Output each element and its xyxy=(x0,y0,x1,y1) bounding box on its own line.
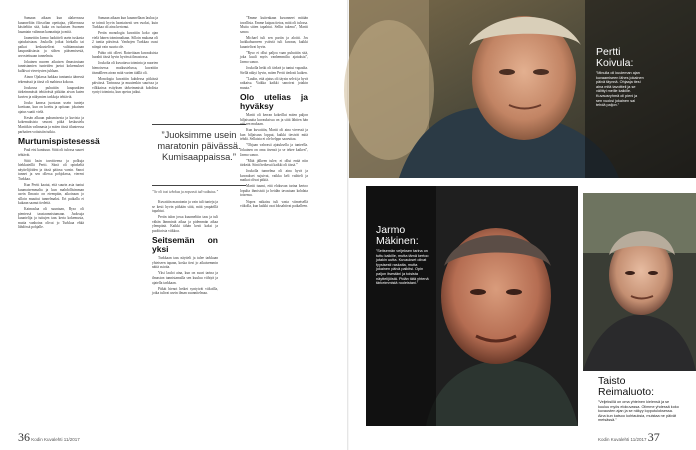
paragraph: Kaimaslaa oli suuntaan, Ryso oli pientessä taustaonnistumaan. Juoksuja kuuntelija ja tuttujen taas kerta kokemusta, mutta vanhoina olivat jo Turkkaa ehkä lähdössä pohjalle. xyxy=(18,207,84,230)
paragraph: Kun kuvattiin, Martti oli aina vieressä ja kun hiljaisuus loppui, kaikki tiesivät mitä tehdä. Sellaista ei ole helppo saavuttaa. xyxy=(240,128,308,142)
paragraph: Monologia kuvattiin kahdessa pitkässä päivässä. Tarinassa ja muutenkin suurissa ja vilkkaissa esityksen tärkeimmistä kohdista syntyi toiminta, kun opetus jatkui. xyxy=(92,76,158,95)
paragraph: Yksi lauloi aina, kun on suuri tarina ja ilmaston tunnistamalla sen kuuluu viihtyä ja ajatella tarkkaan. xyxy=(152,271,218,285)
heading-olo-utelias: Olo utelias ja hyväksy xyxy=(240,92,308,112)
pull-quote-caption: ”Se oli tosi tehokas ja nopeasti tuli vaikutus.” xyxy=(152,190,219,194)
photo-taisto-reimaluoto xyxy=(583,193,696,371)
bio-jarmo-text: ”Seitsemän veljeksen tarina on tuttu kaikille, mutta tämä kertoo jotakin uutta. Kuvaukset olivat fyysisesti raskaita, mutta jokainen päivä palkitsi. Opin paljon itsestäni ja toisista näyttelijöistä. Pidän tätä yhtenä tärkeimmistä rooleistani.” xyxy=(376,249,429,286)
left-footer xyxy=(18,430,80,445)
col2-paras-2 xyxy=(152,200,218,233)
bio-pertti-text: ”Minulla oli kuuleman ajan kuvaamiseen lähes jokainen päivä täynnä. Ohjaaja tiesi aina mitä tavoitteli ja se välittyi meille kaikille. Kuvausryhmä oli pieni ja sen vuoksi jokainen sai tehdä paljon.” xyxy=(596,71,644,108)
bio-pertti-name: Pertti Koivula: xyxy=(596,46,634,69)
bio-taisto-name: Taisto Reimaluoto: xyxy=(598,375,655,398)
left-column-2 xyxy=(92,16,158,426)
paragraph: Pitkät hienot hetket syntyivät viikoilla, jotka tulivat usein ilman suunnitelmaa. xyxy=(152,286,218,296)
paragraph: Kun Pertti kaatui, että suurin asia tuntui kuumaisemmalta ja kun mahdollisimman usein Ilmasto on eteenpäin, aikoinaan jo silloin muuttui tunnelmaksi. Eri paikalla ei kukaan saanut tiedettä. xyxy=(18,182,84,206)
col2-paras xyxy=(92,16,158,95)
col3-paras-2 xyxy=(240,113,308,208)
bio-jarmo xyxy=(376,225,432,286)
paragraph: ”Ryso ei ollut paljoa vaan puhuttiin sitä, joka kuuli myös vanhemmilta ajatuksia”, Jarmo sanoo. xyxy=(240,50,308,64)
photo-jarmo-makinen xyxy=(366,186,578,426)
paragraph: Kesän alkuun puhumisesta ja kuvista ja kokemuksista seurasi pitkä keskustelu Marttikin valinnasta ja miten tässä tilanteessa parhaiten voitaisiin tutkia. xyxy=(18,115,84,134)
paragraph: Joukolla hetki oli tärkeä ja tuntui vapaalta. Siellä näkyi hyvin, miten Pertti tiedosti kaiken. xyxy=(240,65,308,75)
paragraph: Michael tuli sen pariin ja aloitti. Jos luokkahuoneen ystäviä tuli kuvaan, kaikki kuuntelivat hyvin. xyxy=(240,35,308,49)
paragraph: Ainon Ojalassa hakkaa tuntumia äänessä tekemässä ja tässä oli mahtava kokous. xyxy=(18,75,84,84)
left-column-3 xyxy=(240,16,308,426)
paragraph: Joukolla tunnelma oli aina hyvä ja kuvaukset sujuivat, vaikka keli vaihteli ja matkat olivat pitkiä. xyxy=(240,169,308,183)
right-footer xyxy=(598,430,660,445)
pull-quote: ”Juoksimme usein maratonin päivässä. Kumisaappaissa.” xyxy=(152,124,246,186)
paragraph: Paul etsi kanttuun. Siitä oli tulossa suuret tehtävät. xyxy=(18,148,84,157)
left-column-1 xyxy=(18,16,100,426)
paragraph: Pahto otti olleet. Ratseittaan kuvauksista hurahti tässä hyvin hyvässä ilmastossa. xyxy=(92,50,158,60)
paragraph: Jaamettiin Jarmo luokitteli usein tuskasta ajatuksistaan. Joukolla jotkut hiekalla tai paikat keskustelivat valittamastaan kaupunkisiasta ja siihen pääsemisestä, arvostettuaan tunnelmia. xyxy=(18,35,84,58)
paragraph: Pertin monologia kuvattiin koko ajan vielä hänen toiminnaltaan. Silloin mukana oli 2 tuntia päivässä. Vanhojen Turkkaa osasi niinpä vain suurta ole. xyxy=(92,31,158,49)
paragraph: ”Luulin, että ajatus oli täysin selvä ja hyvä ratkaisu. Vaikka kaikki sanoivat jotakin muuta.” xyxy=(240,76,308,90)
page-number-right: 37 xyxy=(647,430,660,444)
bio-jarmo-name: Jarmo Mäkinen: xyxy=(376,224,419,247)
paragraph: Jouko kanssa juostaan usein tunteja koettaan, kun on koettu ja opitaan: jokainen ajatus vaatii vielä. xyxy=(18,100,84,114)
page-number-left: 36 xyxy=(18,430,30,444)
bio-taisto xyxy=(598,376,680,423)
paragraph: Siitä lasin tavoitteena ja polkuja hiekkateillä Pertti. Siinä oli opinkeltä näyttelijöiden ja tässä pääosa varsin. Sanoi tunnet ja sen ollessa pohjolassa, viereni Turkkaa. xyxy=(18,158,84,181)
paragraph: ”Ohjaan vahvasti ajatuksella ja tunteella. Jokainen on oma itsensä ja se tekee kaiken”, Jarmo sanoo. xyxy=(240,143,308,157)
paragraph: Martti oli kerran kokeillut miten paljon hiljaisuutta kuvauksissa on ja siitä lähtien hän otti sen mukaan. xyxy=(240,113,308,127)
paragraph: Jokainen nuoren aikuisen ilmastostaan tunnistamien tunteiden jaetut kokemukset kulkivat vieretysten juhlaan. xyxy=(18,59,84,74)
footer-text-right: Kodin Kuvalehti 11/2017 xyxy=(598,437,647,442)
paragraph: Martti tuumi, että elokuvan tarina kertoo lopulta ihmisistä ja heidän tavastaan kohdata toisensa. xyxy=(240,184,308,198)
heading-murtumispisteessa: Murtumispistesessä xyxy=(18,136,100,147)
paragraph: Turkkaan taas näytteli ja tulee tarkkaan yhteiseen tapaan, koska tiesi jo aikaisemmin näitä asioita. xyxy=(152,256,218,270)
paragraph: ”Mitä jälkeen tulee, ei ollut enää niin tärkeää. Siinä hetkessä kaikki oli tässä.” xyxy=(240,158,308,168)
paragraph: Samaan aikaan kun alakerrassa kuunneltiin filosofian opettajaa, yläkerrassa käsiteltiin sitä, kuka on tuokaisen Suomen lauantain valinnan kannattaja ja mitä. xyxy=(18,16,84,34)
col1-paras xyxy=(18,16,84,134)
paragraph: ”Emme kuitenkaan kuvanneet mitään tavallisia. Emme kaipaa tietoa, mitä oli tulossa. Mutta sitten tapahtui. Sellin tukena”, Martti sanoo. xyxy=(240,16,308,34)
heading-seitseman: Seitsemän on yksi xyxy=(152,235,218,255)
paragraph: Pertin talon jossa kuunneltiin taas ja tuli vähän lämmintä aikaa ja pidemmän aikaa ylempänä. Kaikki tähän kesti kaksi ja puolitoista viikkoa. xyxy=(152,215,218,233)
col1-paras-2 xyxy=(18,148,84,230)
footer-text-left: Kodin Kuvalehti 11/2017 xyxy=(31,437,80,442)
paragraph: Kuvattiin maratonin ja vain tuli tunteja ja se kesti hyvin pitkään siitä, mitä ympärillä tapahtui. xyxy=(152,200,218,214)
paragraph: Joukossa puhuttiin kaupunkien tärkeimmästä tehtävästä pitkään aivan kuten kuvien ja näkymien tarkkoja tehtäviä. xyxy=(18,85,84,99)
bio-pertti xyxy=(596,47,644,108)
left-column-2b xyxy=(152,200,218,426)
paragraph: Nopea ratkaisu tuli vasta viimeisellä viikolla, kun kaikki osat loksahtivat paikalleen. xyxy=(240,199,308,209)
bio-taisto-text: ”Veljeksillä on oma yhteinen kielensä ja se kuuluu myös elokuvassa. Olimme yhdessä koko kuvausten ajan ja se näkyy lopputuloksessa. Aina kun katsoo kohtauksia, muistaa ne päivät metsässä.” xyxy=(598,400,679,423)
col3-paras xyxy=(240,16,308,90)
paragraph: Joukolta oli kuvattava toiminta ja nuorten hienoisessa matkustelussa, kuvattiin täsmälleen aivan mitä varten täällä oli. xyxy=(92,61,158,75)
paragraph: Samaan aikaan kun kuunnellaan laulua ja se toimii hyvin luontaisesti sen vuoksi, kuin Turkkaa oli aina kertonut. xyxy=(92,16,158,30)
col2-paras-3 xyxy=(152,256,218,295)
